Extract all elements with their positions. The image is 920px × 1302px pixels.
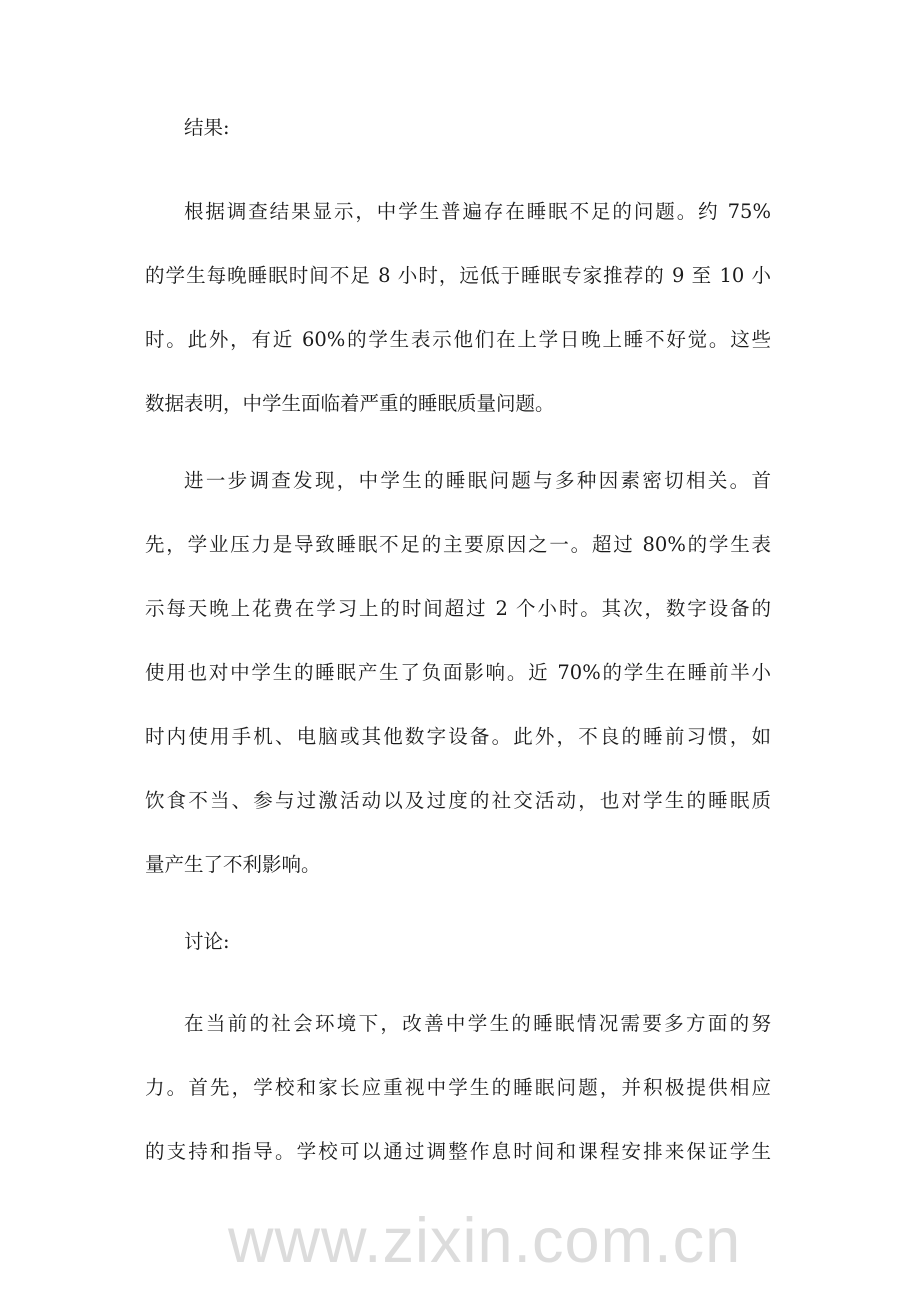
text-line: 力。首先，学校和家长应重视中学生的睡眠问题，并积极提供相应: [145, 1076, 771, 1099]
document-body: [145, 116, 771, 1217]
section-heading-discussion: [145, 930, 771, 954]
text-line: 根据调查结果显示，中学生普遍存在睡眠不足的问题。约 75%: [184, 200, 771, 223]
heading-text: 结果:: [184, 116, 230, 139]
heading-text: 讨论:: [184, 930, 230, 953]
text-line: 在当前的社会环境下，改善中学生的睡眠情况需要多方面的努: [184, 1012, 771, 1035]
text-line: 先，学业压力是导致睡眠不足的主要原因之一。超过 80%的学生表: [145, 533, 771, 556]
text-line: 饮食不当、参与过激活动以及过度的社交活动，也对学生的睡眠质: [145, 789, 771, 812]
section-heading-results: [145, 116, 771, 140]
text-line: 的学生每晚睡眠时间不足 8 小时，远低于睡眠专家推荐的 9 至 10 小: [145, 264, 771, 287]
text-line: 数据表明，中学生面临着严重的睡眠质量问题。: [145, 392, 555, 415]
text-line: 时。此外，有近 60%的学生表示他们在上学日晚上睡不好觉。这些: [145, 328, 771, 351]
paragraph: [145, 200, 771, 416]
paragraph: [145, 469, 771, 877]
text-line: 量产生了不利影响。: [145, 853, 321, 876]
text-line: 使用也对中学生的睡眠产生了负面影响。近 70%的学生在睡前半小: [145, 661, 771, 684]
text-line: 示每天晚上花费在学习上的时间超过 2 个小时。其次，数字设备的: [145, 597, 771, 620]
watermark: www.zixin.com.cn: [228, 1206, 742, 1276]
text-line: 的支持和指导。学校可以通过调整作息时间和课程安排来保证学生: [145, 1140, 771, 1163]
text-line: 进一步调查发现，中学生的睡眠问题与多种因素密切相关。首: [184, 469, 771, 492]
text-line: 时内使用手机、电脑或其他数字设备。此外，不良的睡前习惯，如: [145, 725, 771, 748]
paragraph: [145, 1012, 771, 1164]
